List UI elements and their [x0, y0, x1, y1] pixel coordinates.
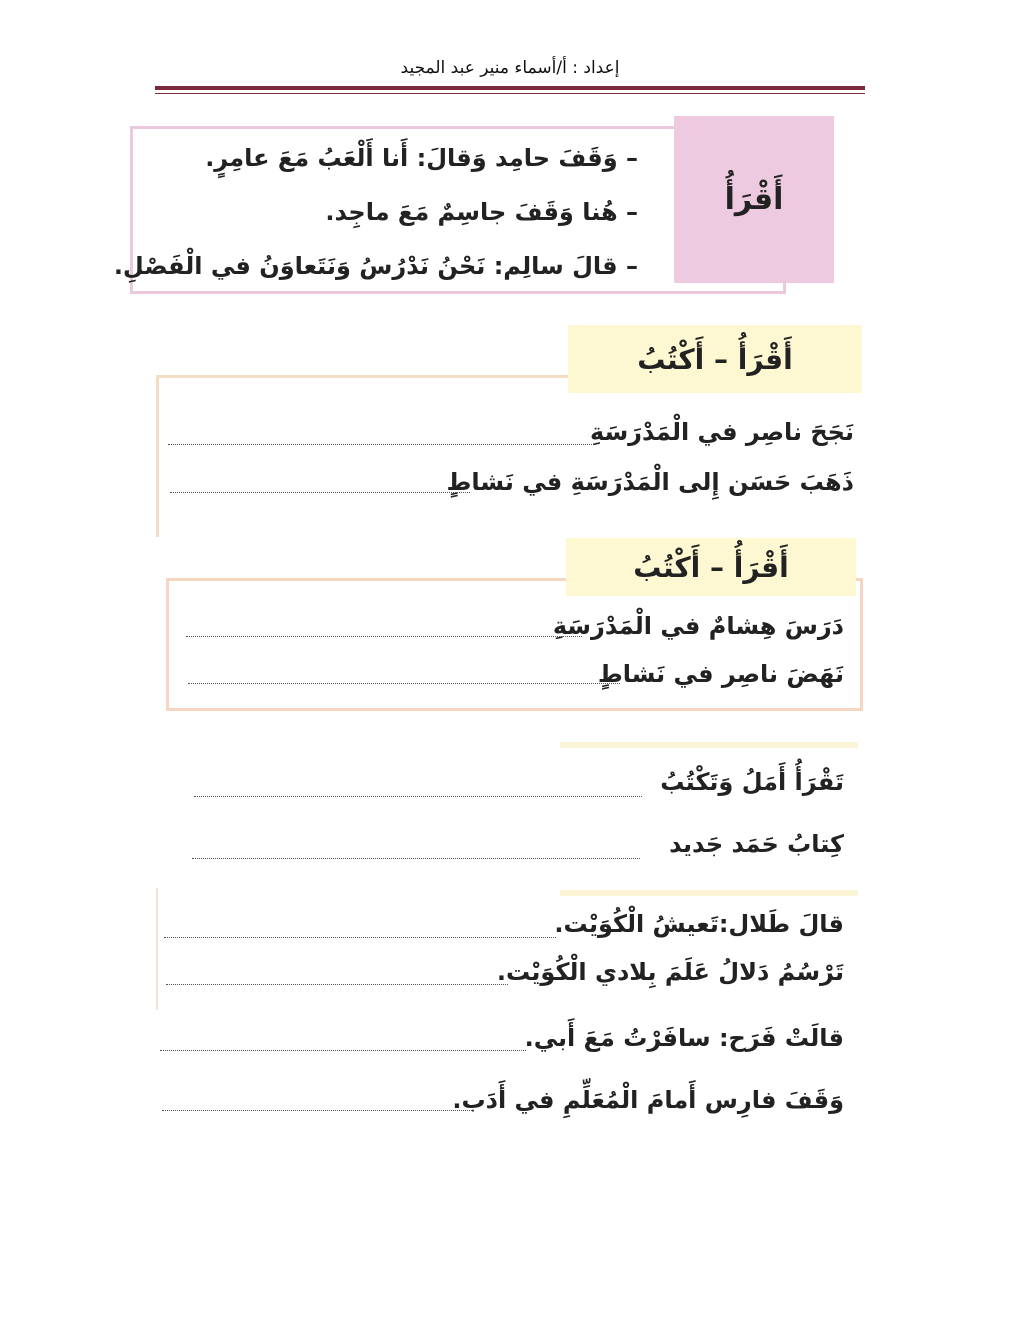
- exercise-3-side-bar: [156, 888, 158, 1010]
- exercise-2-answer-line-1[interactable]: [186, 636, 582, 637]
- exercise-1-title: أَقْرَأُ – أَكْتُبُ: [568, 325, 862, 393]
- reading-title: أَقْرَأُ: [674, 116, 834, 283]
- exercise-1-frame: [156, 375, 576, 537]
- exercise-2-answer-line-2[interactable]: [188, 683, 620, 684]
- exercise-1-line-2: ذَهَبَ حَسَن إِلى الْمَدْرَسَةِ في نَشاطٍ: [446, 468, 854, 496]
- exercise-3-line-2: كِتابُ حَمَد جَديد: [669, 830, 844, 858]
- exercise-3-answer-line-6[interactable]: [162, 1110, 472, 1111]
- exercise-2-line-1: دَرَسَ هِشامٌ في الْمَدْرَسَةِ: [552, 612, 844, 640]
- exercise-3-answer-line-3[interactable]: [164, 937, 556, 938]
- exercise-3-answer-line-4[interactable]: [166, 984, 508, 985]
- exercise-3-band-top: [560, 742, 858, 748]
- exercise-2-frame: [166, 578, 863, 711]
- reading-line-2: – هُنا وَقَفَ جاسِمٌ مَعَ ماجِد.: [325, 198, 638, 226]
- exercise-3-line-6: وَقَفَ فارِس أَمامَ الْمُعَلِّمِ في أَدَب.: [452, 1086, 844, 1114]
- exercise-1-answer-line-1[interactable]: [168, 444, 592, 445]
- exercise-3-line-4: تَرْسُمُ دَلالُ عَلَمَ بِلادي الْكُوَيْت.: [496, 958, 844, 986]
- header-divider-thin: [155, 93, 865, 94]
- exercise-2-line-2: نَهَضَ ناصِر في نَشاطٍ: [597, 660, 844, 688]
- header-divider-thick: [155, 86, 865, 90]
- exercise-3-answer-line-2[interactable]: [192, 858, 640, 859]
- exercise-1-line-1: نَجَحَ ناصِر في الْمَدْرَسَةِ: [590, 418, 854, 446]
- exercise-3-line-1: تَقْرَأُ أَمَلُ وَتَكْتُبُ: [660, 768, 844, 796]
- exercise-3-band-middle: [560, 890, 858, 896]
- page-header-author: إعداد : أ/أسماء منير عبد المجيد: [400, 58, 620, 78]
- reading-line-3: – قالَ سالِم: نَحْنُ نَدْرُسُ وَنَتَعاوَنُ في الْفَصْلِ.: [113, 252, 638, 280]
- reading-line-1: – وَقَفَ حامِد وَقالَ: أَنا أَلْعَبُ مَعَ عامِرٍ.: [205, 144, 638, 172]
- exercise-2-title: أَقْرَأُ – أَكْتُبُ: [566, 538, 856, 596]
- exercise-1-answer-line-2[interactable]: [170, 492, 470, 493]
- exercise-3-line-3: قالَ طَلال:تَعيشُ الْكُوَيْت.: [554, 910, 844, 938]
- exercise-3-line-5: قالَتْ فَرَح: سافَرْتُ مَعَ أَبي.: [524, 1024, 844, 1052]
- exercise-3-answer-line-1[interactable]: [194, 796, 642, 797]
- exercise-3-answer-line-5[interactable]: [160, 1050, 526, 1051]
